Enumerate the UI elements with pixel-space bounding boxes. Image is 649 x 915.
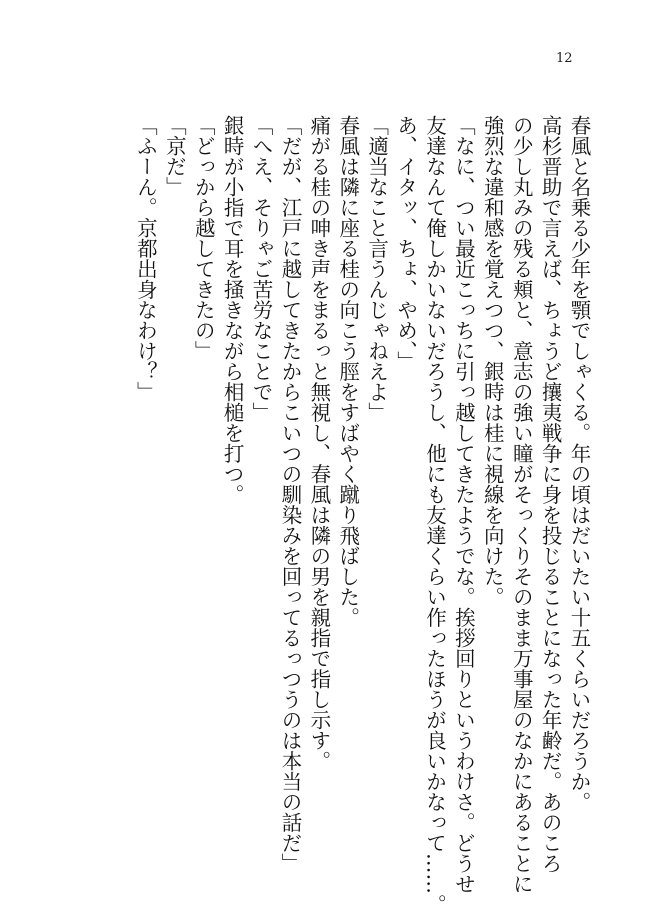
text-line: 「どっから越してきたの」 <box>191 115 216 361</box>
text-line: 痛がる桂の呻き声をまるっと無視し、春風は隣の男を親指で指し示す。 <box>306 115 331 771</box>
text-line: 銀時が小指で耳を掻きながら相槌を打つ。 <box>220 115 245 505</box>
text-line: の少し丸みの残る頬と、意志の強い瞳がそっくりそのまま万事屋のなかにあることに <box>509 115 534 894</box>
text-line: 高杉晋助で言えば、ちょうど攘夷戦争に身を投じることになった年齢だ。あのころ <box>538 115 563 874</box>
text-line: 「だが、江戸に越してきたからこいつの馴染みを回ってるっつうのは本当の話だ」 <box>277 115 302 874</box>
text-line: 友達なんて俺しかいないだろうし、他にも友達くらい作ったほうが良いかなって……。 <box>422 115 447 915</box>
text-line: 春風は隣に座る桂の向こう脛をすばやく蹴り飛ばした。 <box>335 115 360 628</box>
text-line: 「京だ」 <box>162 115 187 197</box>
text-line: 春風と名乗る少年を顎でしゃくる。年の頃はだいたい十五くらいだろうか。 <box>567 115 591 812</box>
text-line: 「ふーん。京都出身なわけ？」 <box>133 115 158 402</box>
text-line: 強烈な違和感を覚えつつ、銀時は桂に視線を向けた。 <box>480 115 505 607</box>
text-line: 「適当なこと言うんじゃねえよ」 <box>364 115 389 423</box>
text-line: あ、イタッ、ちょ、やめ、」 <box>393 115 418 372</box>
text-line: 「なに、つい最近こっちに引っ越してきたようでな。挨拶回りというわけさ。どうせ <box>451 115 476 894</box>
vertical-text-body <box>131 115 594 915</box>
page-number: 12 <box>556 51 573 66</box>
text-line: 「へえ、そりゃご苦労なことで」 <box>249 115 274 423</box>
